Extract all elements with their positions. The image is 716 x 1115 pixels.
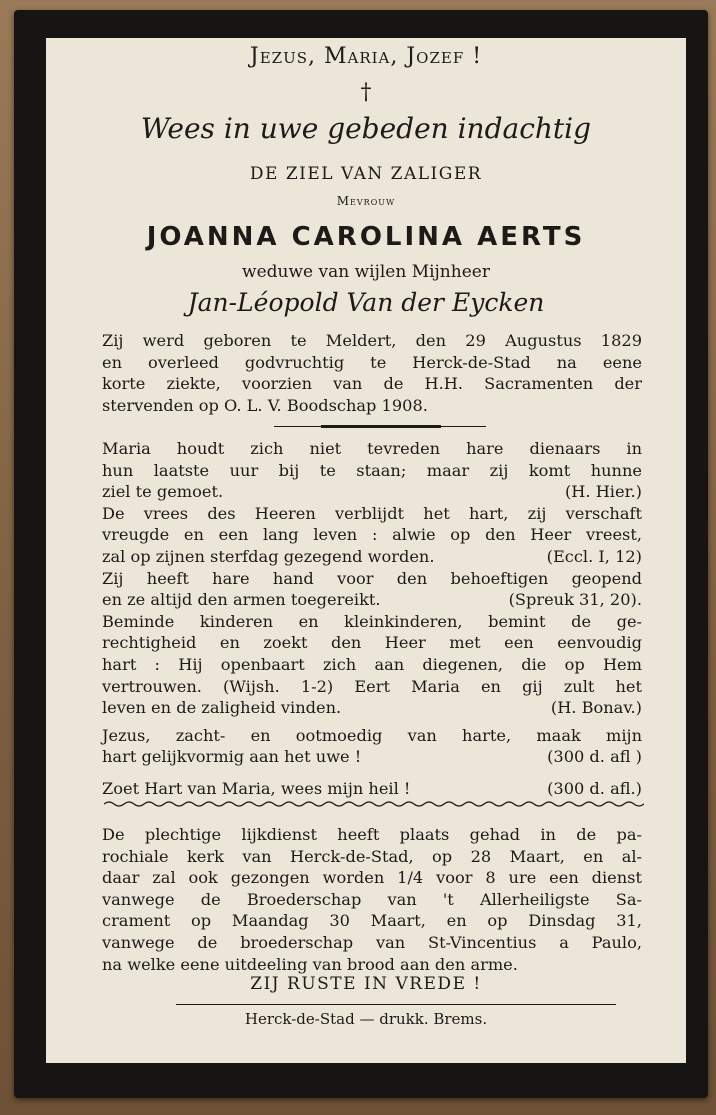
wavy-rule	[104, 800, 644, 808]
biography-line: stervenden op O. L. V. Boodschap 1908.	[102, 395, 428, 415]
memorial-card	[46, 38, 686, 1063]
biography	[102, 330, 642, 416]
quote-text: hart gelijkvormig aan het uwe !	[102, 747, 362, 767]
relation-line: weduwe van wijlen Mijnheer	[242, 262, 490, 282]
service-line: vanwege de broederschap van St-Vincentius a Paulo,	[102, 932, 642, 952]
quote-reference: (H. Bonav.)	[550, 698, 642, 718]
service-line: daar zal ook gezongen worden 1/4 voor 8 ure een dienst	[102, 868, 642, 888]
quote-line: Maria houdt zich niet tevreden hare dienaars in	[102, 439, 642, 458]
quote-reference: (H. Hier.)	[564, 482, 642, 502]
closing-line: ZIJ RUSTE IN VREDE !	[250, 974, 482, 994]
honorific: Mevrouw	[336, 194, 396, 208]
quote-last-line	[102, 481, 642, 503]
quote-line: Jezus, zacht- en ootmoedig van harte, maak mijn	[102, 725, 642, 745]
quote-reference: (300 d. afl.)	[547, 778, 642, 798]
service-notice	[102, 824, 642, 975]
biography-line: korte ziekte, voorzien van de H.H. Sacramenten der	[102, 374, 642, 394]
service-line: crament op Maandag 30 Maart, en op Dinsdag 31,	[102, 911, 642, 931]
service-line: vanwege de Broederschap van 't Allerheiligste Sa-	[102, 889, 642, 909]
quote-line: rechtigheid en zoekt den Heer met een eenvoudig	[102, 633, 642, 653]
printer-line: Herck-de-Stad — drukk. Brems.	[244, 1010, 488, 1028]
quote-line: vertrouwen. (Wijsh. 1-2) Eert Maria en gij zult het	[102, 676, 642, 696]
quote-line: Zij heeft hare hand voor den behoeftigen geopend	[102, 568, 642, 588]
quote-line: Beminde kinderen en kleinkinderen, bemint de ge-	[102, 611, 642, 631]
quote-last-line	[102, 746, 642, 768]
biography-line: Zij werd geboren te Meldert, den 29 Augustus 1829	[102, 331, 642, 350]
service-line: rochiale kerk van Herck-de-Stad, op 28 Maart, en al-	[102, 846, 642, 866]
prayer-line: Wees in uwe gebeden indachtig	[140, 112, 592, 145]
service-line: De plechtige lijkdienst heeft plaats gehad in de pa-	[102, 825, 642, 844]
bottom-rule	[176, 1004, 616, 1005]
soul-line: DE ZIEL VAN ZALIGER	[249, 164, 483, 184]
spouse-name: Jan-Léopold Van der Eycken	[187, 288, 545, 317]
divider	[274, 426, 486, 427]
invocation: Jezus, Maria, Jozef !	[249, 44, 483, 69]
quote-line: hart : Hij openbaart zich aan diegenen, die op Hem	[102, 654, 642, 674]
biography-line: en overleed godvruchtig te Herck-de-Stad na eene	[102, 352, 642, 372]
deceased-name: JOANNA CAROLINA AERTS	[146, 222, 586, 252]
quote-last-line	[102, 546, 642, 568]
quote-reference: (Eccl. I, 12)	[546, 546, 642, 566]
quote-text: leven en de zaligheid vinden.	[102, 698, 342, 718]
quote-line: hun laatste uur bij te staan; maar zij komt hunne	[102, 460, 642, 480]
quote-text: Zoet Hart van Maria, wees mijn heil !	[102, 778, 411, 798]
quote-line: vreugde en een lang leven : alwie op den Heer vreest,	[102, 525, 642, 545]
quote-last-line	[102, 589, 642, 611]
quote-last-line	[102, 778, 642, 800]
service-line: na welke eene uitdeeling van brood aan den arme.	[102, 954, 518, 974]
quote-line: De vrees des Heeren verblijdt het hart, zij verschaft	[102, 503, 642, 523]
quote-block	[102, 438, 642, 800]
quote-reference: (Spreuk 31, 20).	[508, 590, 642, 610]
quote-last-line	[102, 697, 642, 719]
cross-icon: †	[360, 80, 372, 105]
quote-text: en ze altijd den armen toegereikt.	[102, 590, 381, 610]
quote-text: zal op zijnen sterfdag gezegend worden.	[102, 546, 435, 566]
quote-text: ziel te gemoet.	[102, 482, 224, 502]
quote-reference: (300 d. afl )	[547, 747, 642, 767]
